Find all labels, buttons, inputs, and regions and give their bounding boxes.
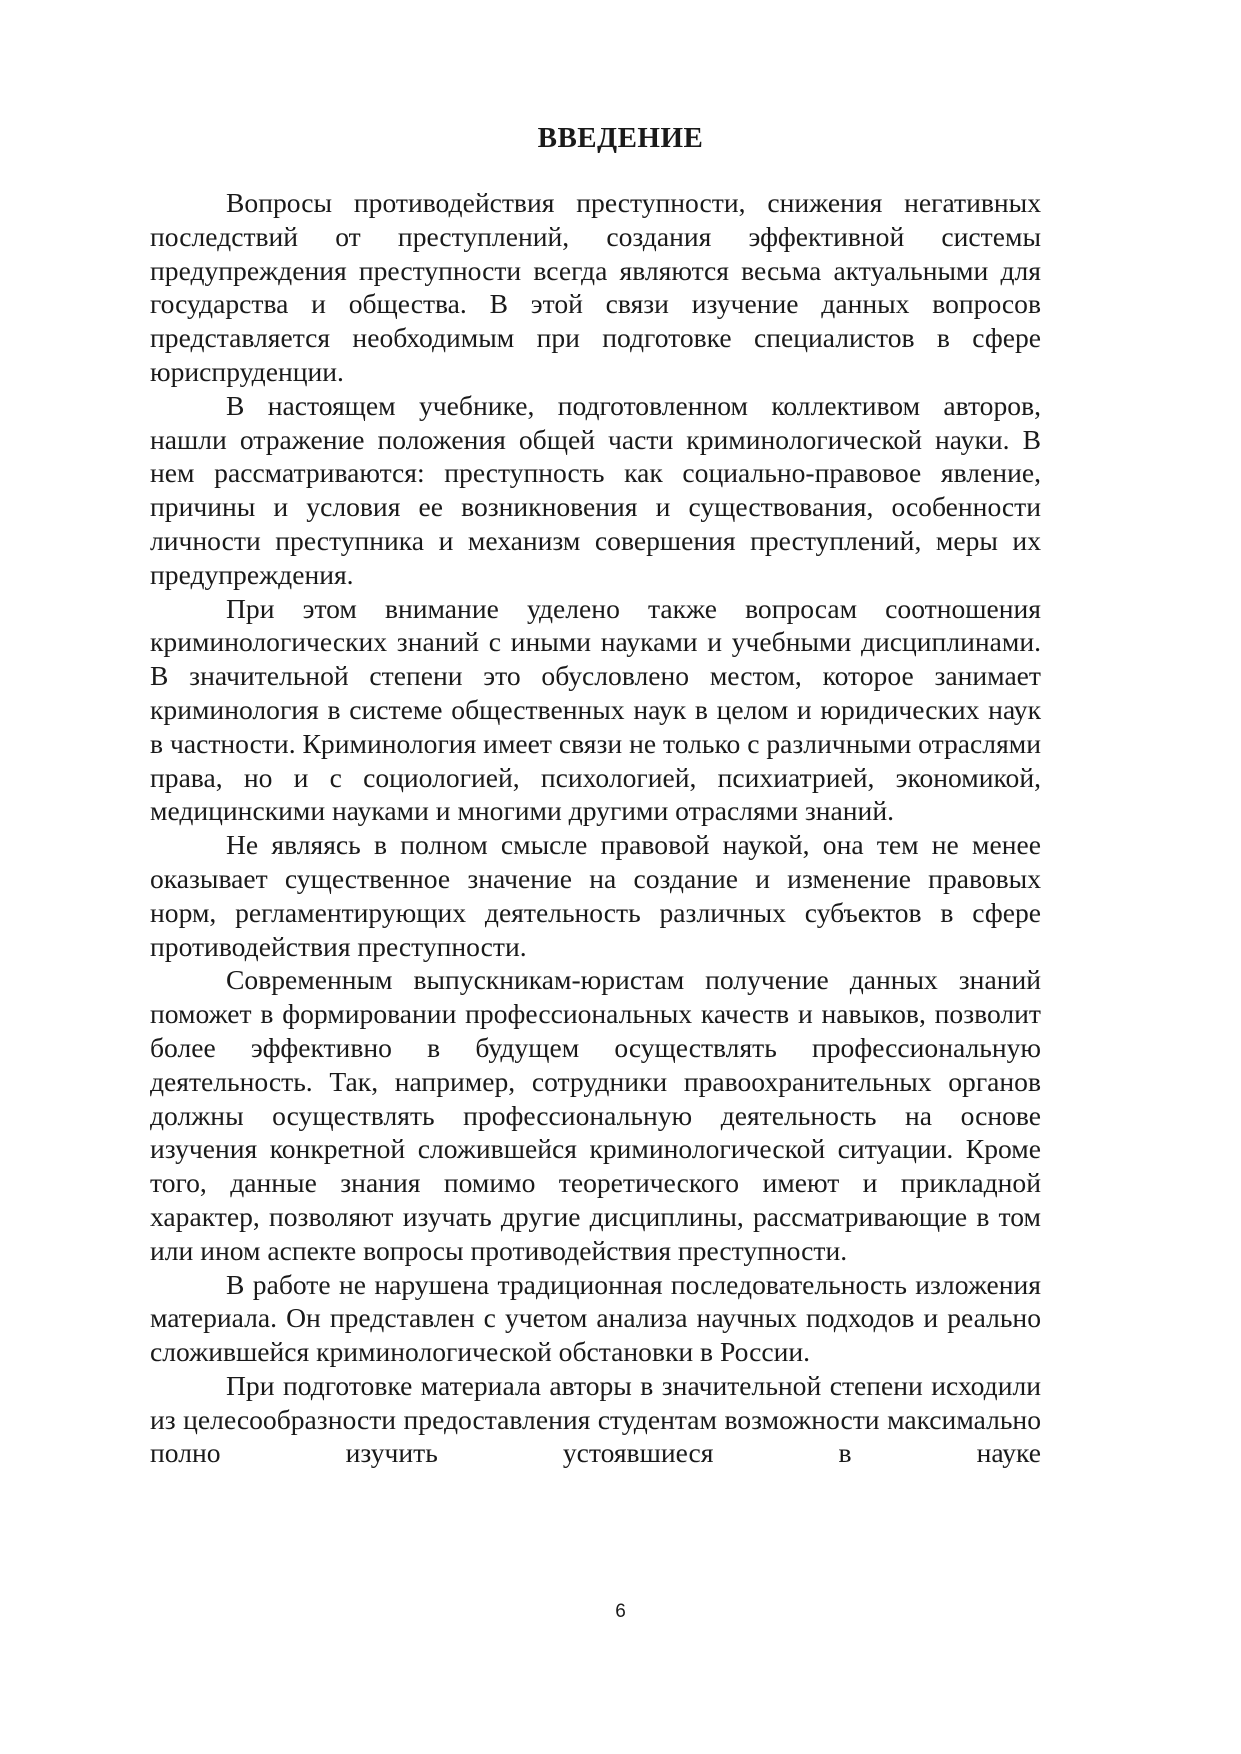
paragraph: В настоящем учебнике, подготовленном коллективом авторов, нашли отражение положения общей части криминологической науки. В нем рассматриваются: преступность как социально-правовое явление, причины и условия ее возникновения и существования, особенности личности преступника и механизм совершения преступлений, меры их предупреждения. — [150, 389, 1041, 590]
page-title: ВВЕДЕНИЕ — [537, 122, 704, 154]
body-text — [150, 186, 1041, 1470]
page-number: 6 — [615, 1601, 626, 1622]
paragraph-last: При подготовке материала авторы в значительной степени исходили из целесообразности предоставления студентам возможности максимально полно изучить устоявшиеся в науке — [150, 1369, 1041, 1469]
paragraph: Не являясь в полном смысле правовой наукой, она тем не менее оказывает существенное значение на создание и изменение правовых норм, регламентирующих деятельность различных субъектов в сфере противодействия преступности. — [150, 829, 1041, 962]
paragraph: Современным выпускникам-юристам получение данных знаний поможет в формировании профессиональных качеств и навыков, позволит более эффективно в будущем осуществлять профессиональную деятельность. Так, например, сотрудники правоохранительных органов должны осуществлять профессиональную деятельность на основе изучения конкретной сложившейся криминологической ситуации. Кроме того, данные знания помимо теоретического имеют и прикладной характер, позволяют изучать другие дисциплины, рассматривающие в том или ином аспекте вопросы противодействия преступности. — [150, 964, 1041, 1266]
paragraph: В работе не нарушена традиционная последовательность изложения материала. Он представлен с учетом анализа научных подходов и реально сложившейся криминологической обстановки в России. — [150, 1268, 1041, 1368]
paragraph: Вопросы противодействия преступности, снижения негативных последствий от преступлений, создания эффективной системы предупреждения преступности всегда являются весьма актуальными для государства и общества. В этой связи изучение данных вопросов представляется необходимым при подготовке специалистов в сфере юриспруденции. — [150, 187, 1041, 387]
paragraph: При этом внимание уделено также вопросам соотношения криминологических знаний с иными науками и учебными дисциплинами. В значительной степени это обусловлено местом, которое занимает криминология в системе общественных наук в целом и юридических наук в частности. Криминология имеет связи не только с различными отраслями права, но и с социологией, психологией, психиатрией, экономикой, медицинскими науками и многими другими отраслями знаний. — [150, 592, 1041, 827]
